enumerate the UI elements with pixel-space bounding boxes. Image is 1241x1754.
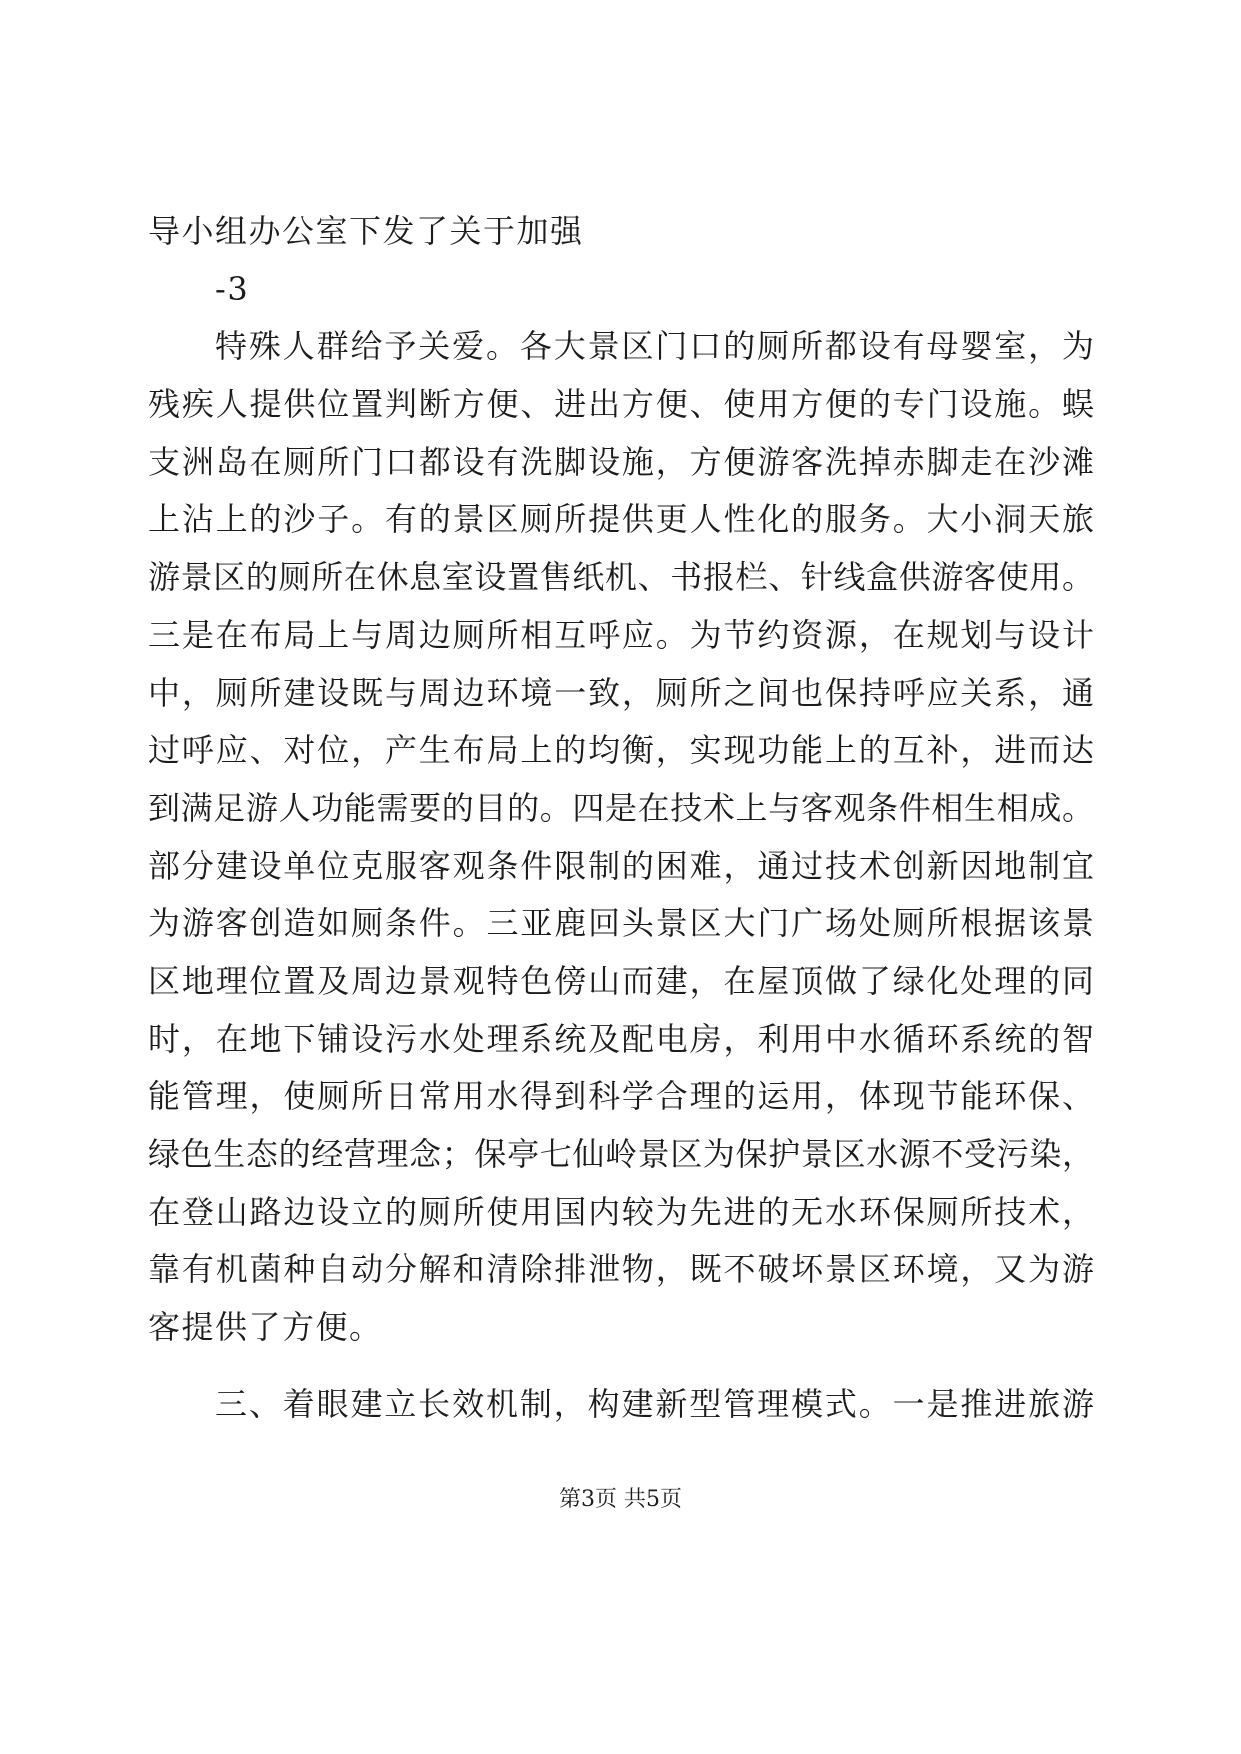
paragraph-1-line: 残疾人提供位置判断方便、进出方便、使用方便的专门设施。蜈 <box>148 385 1094 424</box>
paragraph-1-line: 靠有机菌种自动分解和清除排泄物，既不破坏景区环境，又为游 <box>148 1250 1094 1289</box>
body-text <box>148 203 1094 1433</box>
paragraph-1-last-line: 客提供了方便。 <box>148 1308 383 1347</box>
page-marker: -3 <box>215 269 250 308</box>
paragraph-1-line: 时，在地下铺设污水处理系统及配电房，利用中水循环系统的智 <box>148 1019 1094 1058</box>
paragraph-1-line: 能管理，使厕所日常用水得到科学合理的运用，体现节能环保、 <box>148 1077 1094 1116</box>
paragraph-2 <box>148 1376 1094 1434</box>
paragraph-1-line: 支洲岛在厕所门口都设有洗脚设施，方便游客洗掉赤脚走在沙滩 <box>148 442 1094 481</box>
paragraph-1 <box>148 318 1094 1356</box>
paragraph-1-line: 游景区的厕所在休息室设置售纸机、书报栏、针线盒供游客使用。 <box>148 558 1094 597</box>
paragraph-1-line: 为游客创造如厕条件。三亚鹿回头景区大门广场处厕所根据该景 <box>148 904 1094 943</box>
paragraph-1-line: 特殊人群给予关爱。各大景区门口的厕所都设有母婴室，为 <box>215 327 1094 366</box>
page-footer: 第3页 共5页 <box>559 1487 682 1512</box>
paragraph-2-line: 三、着眼建立长效机制，构建新型管理模式。一是推进旅游 <box>215 1384 1094 1423</box>
paragraph-1-line: 到满足游人功能需要的目的。四是在技术上与客观条件相生相成。 <box>148 788 1094 827</box>
paragraph-1-line: 三是在布局上与周边厕所相互呼应。为节约资源，在规划与设计 <box>148 615 1094 654</box>
paragraph-1-line: 上沾上的沙子。有的景区厕所提供更人性化的服务。大小洞天旅 <box>148 500 1094 539</box>
paragraph-1-line: 区地理位置及周边景观特色傍山而建，在屋顶做了绿化处理的同 <box>148 961 1094 1000</box>
paragraph-1-line: 过呼应、对位，产生布局上的均衡，实现功能上的互补，进而达 <box>148 731 1094 770</box>
paragraph-1-line: 部分建设单位克服客观条件限制的困难，通过技术创新因地制宜 <box>148 846 1094 885</box>
paragraph-1-line: 中，厕所建设既与周边环境一致，厕所之间也保持呼应关系，通 <box>148 673 1094 712</box>
paragraph-1-line: 在登山路边设立的厕所使用国内较为先进的无水环保厕所技术， <box>148 1192 1094 1231</box>
paragraph-1-line: 绿色生态的经营理念；保亭七仙岭景区为保护景区水源不受污染， <box>148 1135 1094 1173</box>
intro-line: 导小组办公室下发了关于加强 <box>148 212 584 250</box>
